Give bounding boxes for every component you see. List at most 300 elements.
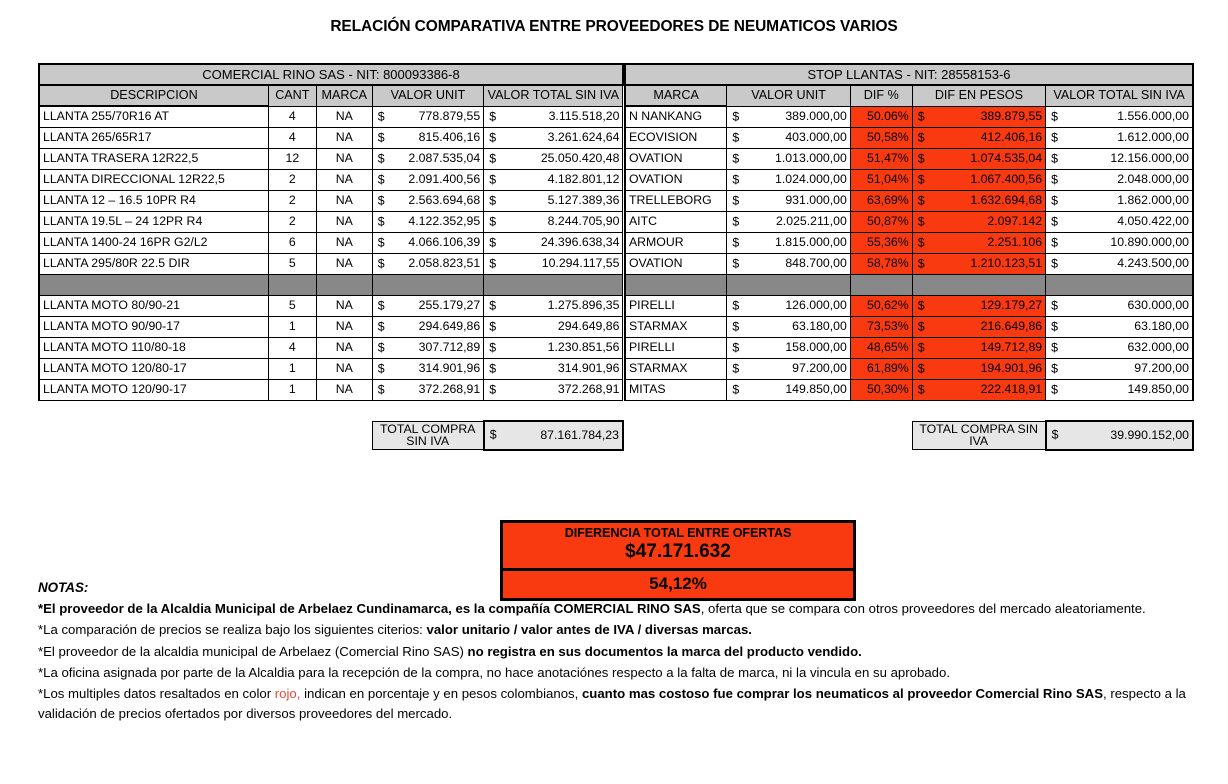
currency-symbol: $ (917, 256, 925, 271)
column-header-descripcion: DESCRIPCION (39, 85, 268, 106)
note-text: , oferta que se compara con otros proveedores del mercado aleatoriamente. (700, 601, 1146, 617)
cell-cant: 1 (268, 379, 316, 400)
table-row[interactable] (39, 127, 623, 148)
cell-valor-total-r (1046, 295, 1193, 316)
cell-valor-unit-r-value: 97.200,00 (792, 361, 847, 376)
cell-dif-pesos (912, 169, 1045, 190)
cell-marca-r: PIRELLI (625, 337, 727, 358)
cell-dif-pct: 63,69% (850, 190, 912, 211)
cell-marca: NA (316, 127, 372, 148)
cell-dif-pct: 50,62% (850, 295, 912, 316)
cell-dif-pesos (912, 127, 1045, 148)
cell-dif-pesos-value: 129.179,27 (980, 298, 1043, 313)
cell-marca: NA (316, 148, 372, 169)
currency-symbol: $ (732, 319, 740, 334)
cell-valor-unit-value: 255.179,27 (418, 298, 481, 313)
table-header-columns-row (39, 85, 623, 106)
cell-valor-unit-r (727, 211, 851, 232)
cell-marca-r: ARMOUR (625, 232, 727, 253)
currency-symbol: $ (1051, 361, 1058, 376)
cell-dif-pesos-value: 1.632.694,68 (970, 193, 1043, 208)
table-row[interactable] (39, 316, 623, 337)
cell-dif-pct: 50.06% (850, 106, 912, 127)
cell-marca: NA (316, 316, 372, 337)
cell-marca-r: STARMAX (625, 358, 727, 379)
table-row[interactable] (625, 148, 1193, 169)
company-header-left: COMERCIAL RINO SAS - NIT: 800093386-8 (39, 64, 623, 85)
cell-valor-total (484, 211, 623, 232)
note-text: *Los multiples datos resaltados en color (38, 685, 275, 701)
blank-cell (316, 421, 372, 450)
currency-symbol: $ (917, 109, 925, 124)
table-row[interactable] (625, 316, 1193, 337)
cell-valor-unit-value: 307.712,89 (418, 340, 481, 355)
cell-marca: NA (316, 337, 372, 358)
note-text: *El proveedor de la alcaldia municipal de Arbelaez (Comercial Rino SAS) (38, 643, 468, 659)
currency-symbol: $ (1051, 382, 1058, 397)
totals-row (39, 421, 623, 450)
cell-valor-unit-r-value: 1.013.000,00 (775, 151, 847, 166)
cell-dif-pesos-value: 412.406,16 (980, 130, 1043, 145)
cell-valor-total-r-value: 1.556.000,00 (1117, 109, 1189, 124)
currency-symbol: $ (732, 151, 740, 166)
table-row[interactable] (39, 169, 623, 190)
cell-dif-pesos (912, 337, 1045, 358)
table-row[interactable] (625, 190, 1193, 211)
table-row[interactable] (39, 232, 623, 253)
cell-valor-total-r (1046, 169, 1193, 190)
cell-valor-unit (372, 232, 484, 253)
cell-cant: 2 (268, 211, 316, 232)
currency-symbol: $ (377, 109, 385, 124)
cell-valor-unit-value: 815.406,16 (418, 130, 481, 145)
cell-dif-pesos (912, 379, 1045, 400)
blank-cell (268, 421, 316, 450)
table-row[interactable] (625, 211, 1193, 232)
section-separator-row (625, 274, 1193, 295)
currency-symbol: $ (917, 319, 925, 334)
cell-marca: NA (316, 211, 372, 232)
cell-valor-unit-r (727, 337, 851, 358)
cell-valor-total-r-value: 2.048.000,00 (1117, 172, 1189, 187)
supplier-table-comercial-rino (38, 63, 624, 451)
currency-symbol: $ (732, 298, 740, 313)
cell-dif-pesos (912, 316, 1045, 337)
cell-descripcion: LLANTA 19.5L – 24 12PR R4 (39, 211, 268, 232)
cell-valor-unit-r-value: 1.815.000,00 (775, 235, 847, 250)
note-item (38, 620, 1198, 640)
blank-cell (39, 421, 268, 450)
cell-valor-total (484, 190, 623, 211)
cell-descripcion: LLANTA MOTO 120/90-17 (39, 379, 268, 400)
currency-symbol: $ (489, 361, 497, 376)
cell-dif-pesos-value: 1.067.400,56 (970, 172, 1043, 187)
cell-cant: 2 (268, 169, 316, 190)
currency-symbol: $ (732, 172, 740, 187)
cell-valor-total-value: 24.396.638,34 (540, 235, 620, 250)
cell-valor-total-value: 25.050.420,48 (540, 151, 620, 166)
cell-valor-unit-r-value: 848.700,00 (785, 256, 847, 271)
cell-cant: 1 (268, 316, 316, 337)
table-row[interactable] (39, 337, 623, 358)
cell-marca-r: MITAS (625, 379, 727, 400)
note-text: indican en porcentaje y en pesos colombianos, (300, 685, 582, 701)
table-row[interactable] (39, 253, 623, 274)
currency-symbol: $ (917, 235, 925, 250)
cell-valor-unit-r (727, 253, 851, 274)
currency-symbol: $ (489, 256, 497, 271)
cell-valor-unit-r (727, 148, 851, 169)
cell-descripcion: LLANTA 265/65R17 (39, 127, 268, 148)
table-body-left (39, 106, 623, 450)
currency-symbol: $ (377, 361, 385, 376)
column-header-valor-unit-r: VALOR UNIT (727, 85, 851, 106)
table-row[interactable] (39, 190, 623, 211)
currency-symbol: $ (1051, 256, 1058, 271)
cell-descripcion: LLANTA 295/80R 22.5 DIR (39, 253, 268, 274)
cell-valor-total-value: 314.901,96 (557, 361, 620, 376)
cell-valor-total-r (1046, 127, 1193, 148)
note-text-bold: COMERCIAL RINO SAS (553, 601, 701, 617)
separator-cell (39, 274, 268, 295)
cell-dif-pct: 51,47% (850, 148, 912, 169)
cell-marca-r: ECOVISION (625, 127, 727, 148)
cell-valor-unit-r-value: 403.000,00 (785, 130, 847, 145)
cell-valor-unit-r (727, 106, 851, 127)
cell-valor-unit-r (727, 295, 851, 316)
cell-marca: NA (316, 232, 372, 253)
cell-valor-unit-r (727, 379, 851, 400)
table-header-columns-row (625, 85, 1193, 106)
cell-marca-r: OVATION (625, 169, 727, 190)
separator-cell (912, 274, 1045, 295)
cell-valor-unit (372, 127, 484, 148)
cell-valor-total-value: 294.649,86 (557, 319, 620, 334)
separator-cell (850, 274, 912, 295)
cell-dif-pesos (912, 253, 1045, 274)
cell-valor-total (484, 358, 623, 379)
cell-dif-pesos-value: 149.712,89 (980, 340, 1043, 355)
cell-dif-pesos (912, 358, 1045, 379)
currency-symbol: $ (1051, 298, 1058, 313)
currency-symbol: $ (377, 172, 385, 187)
cell-valor-total-r (1046, 316, 1193, 337)
cell-valor-unit-r-value: 149.850,00 (785, 382, 847, 397)
column-header-valor-total-sin-iva-r: VALOR TOTAL SIN IVA (1046, 85, 1193, 106)
currency-symbol: $ (917, 361, 925, 376)
difference-amount-section (503, 523, 853, 571)
cell-valor-total-r (1046, 148, 1193, 169)
cell-valor-total-value: 3.261.624,64 (547, 130, 620, 145)
currency-symbol: $ (732, 382, 740, 397)
separator-cell (316, 274, 372, 295)
note-text-bold: valor unitario / valor antes de IVA / diversas marcas. (426, 622, 752, 638)
cell-marca-r: PIRELLI (625, 295, 727, 316)
cell-marca-r: OVATION (625, 253, 727, 274)
currency-symbol: $ (377, 130, 385, 145)
cell-marca: NA (316, 253, 372, 274)
blank-cell (625, 421, 727, 450)
cell-valor-total-value: 372.268,91 (557, 382, 620, 397)
currency-symbol: $ (377, 151, 385, 166)
separator-cell (484, 274, 623, 295)
cell-descripcion: LLANTA 1400-24 16PR G2/L2 (39, 232, 268, 253)
cell-valor-total (484, 232, 623, 253)
cell-valor-total-value: 1.275.896,35 (547, 298, 620, 313)
currency-symbol: $ (732, 109, 740, 124)
cell-marca-r: STARMAX (625, 316, 727, 337)
cell-dif-pct: 48,65% (850, 337, 912, 358)
total-value-right-value: 39.990.152,00 (1110, 427, 1189, 442)
table-row[interactable] (625, 232, 1193, 253)
difference-percent: 54,12% (649, 574, 707, 593)
cell-valor-unit-r (727, 316, 851, 337)
table-row[interactable] (625, 169, 1193, 190)
currency-symbol: $ (732, 130, 740, 145)
currency-symbol: $ (1051, 193, 1058, 208)
column-header-cant: CANT (268, 85, 316, 106)
cell-descripcion: LLANTA TRASERA 12R22,5 (39, 148, 268, 169)
table-row[interactable] (39, 148, 623, 169)
cell-dif-pct: 51,04% (850, 169, 912, 190)
currency-symbol: $ (489, 298, 497, 313)
cell-valor-unit-value: 2.087.535,04 (408, 151, 481, 166)
cell-dif-pesos (912, 148, 1045, 169)
cell-cant: 6 (268, 232, 316, 253)
cell-cant: 12 (268, 148, 316, 169)
cell-valor-total (484, 127, 623, 148)
currency-symbol: $ (489, 382, 497, 397)
table-row[interactable] (625, 358, 1193, 379)
cell-valor-total-r (1046, 211, 1193, 232)
cell-descripcion: LLANTA MOTO 120/80-17 (39, 358, 268, 379)
cell-valor-total-r-value: 1.862.000,00 (1117, 193, 1189, 208)
total-value-left-value: 87.161.784,23 (540, 427, 619, 442)
note-text: *La oficina asignada por parte de la Alcaldia para la recepción de la compra, no hace anotaciónes respecto a la falta de marca, ni la vincula en su aprobado. (38, 664, 950, 680)
total-label-right: TOTAL COMPRA SIN IVA (912, 421, 1045, 450)
currency-symbol: $ (1051, 427, 1059, 442)
currency-symbol: $ (489, 427, 497, 442)
cell-valor-total-r-value: 632.000,00 (1127, 340, 1189, 355)
currency-symbol: $ (917, 151, 925, 166)
cell-valor-unit-value: 2.563.694,68 (408, 193, 481, 208)
total-value-left (484, 421, 623, 450)
currency-symbol: $ (489, 214, 497, 229)
spacer (39, 400, 623, 421)
cell-valor-total-value: 8.244.705,90 (547, 214, 620, 229)
table-row[interactable] (625, 106, 1193, 127)
cell-descripcion: LLANTA MOTO 80/90-21 (39, 295, 268, 316)
separator-cell (268, 274, 316, 295)
cell-valor-unit-r-value: 1.024.000,00 (775, 172, 847, 187)
column-header-valor-total-sin-iva: VALOR TOTAL SIN IVA (484, 85, 623, 106)
cell-dif-pesos (912, 211, 1045, 232)
cell-valor-unit (372, 169, 484, 190)
table-row[interactable] (625, 295, 1193, 316)
cell-valor-total-value: 10.294.117,55 (541, 256, 620, 271)
column-header-valor-unit: VALOR UNIT (372, 85, 484, 106)
cell-cant: 1 (268, 358, 316, 379)
separator-cell (727, 274, 851, 295)
cell-valor-unit-value: 778.879,55 (418, 109, 481, 124)
cell-valor-unit-r (727, 232, 851, 253)
currency-symbol: $ (917, 130, 925, 145)
cell-valor-unit (372, 316, 484, 337)
spacer (625, 400, 1193, 421)
cell-valor-unit-r (727, 190, 851, 211)
cell-cant: 5 (268, 253, 316, 274)
note-item (38, 663, 1198, 683)
currency-symbol: $ (732, 361, 740, 376)
cell-valor-unit-value: 4.122.352,95 (408, 214, 481, 229)
currency-symbol: $ (377, 340, 385, 355)
table-row[interactable] (625, 253, 1193, 274)
cell-valor-unit-r (727, 169, 851, 190)
currency-symbol: $ (1051, 151, 1058, 166)
currency-symbol: $ (377, 382, 385, 397)
cell-valor-total (484, 316, 623, 337)
cell-dif-pct: 61,89% (850, 358, 912, 379)
cell-descripcion: LLANTA MOTO 90/90-17 (39, 316, 268, 337)
cell-valor-unit-value: 4.066.106,39 (408, 235, 481, 250)
currency-symbol: $ (1051, 109, 1058, 124)
cell-valor-unit-r-value: 2.025.211,00 (775, 214, 847, 229)
cell-valor-total-r-value: 10.890.000,00 (1110, 235, 1189, 250)
cell-valor-total-r-value: 97.200,00 (1134, 361, 1189, 376)
currency-symbol: $ (917, 214, 925, 229)
cell-marca: NA (316, 190, 372, 211)
cell-valor-unit-value: 2.058.823,51 (408, 256, 481, 271)
currency-symbol: $ (489, 151, 497, 166)
cell-marca: NA (316, 358, 372, 379)
cell-dif-pesos (912, 232, 1045, 253)
currency-symbol: $ (377, 214, 385, 229)
cell-descripcion: LLANTA DIRECCIONAL 12R22,5 (39, 169, 268, 190)
currency-symbol: $ (917, 193, 925, 208)
cell-valor-total (484, 295, 623, 316)
cell-marca-r: OVATION (625, 148, 727, 169)
note-text-bold: *El proveedor de la Alcaldia Municipal de Arbelaez Cundinamarca, es la compañía (38, 601, 554, 617)
currency-symbol: $ (732, 193, 740, 208)
blank-cell (850, 421, 912, 450)
cell-valor-unit (372, 379, 484, 400)
supplier-table-stop-llantas (624, 63, 1194, 451)
difference-label: DIFERENCIA TOTAL ENTRE OFERTAS (564, 526, 792, 540)
note-text-bold: cuanto mas costoso fue comprar los neumaticos al proveedor Comercial Rino SAS (581, 685, 1103, 701)
cell-marca-r: TRELLEBORG (625, 190, 727, 211)
currency-symbol: $ (489, 193, 497, 208)
cell-valor-total-r (1046, 358, 1193, 379)
cell-dif-pct: 50,58% (850, 127, 912, 148)
cell-valor-total (484, 253, 623, 274)
cell-valor-total-r-value: 4.050.422,00 (1117, 214, 1189, 229)
currency-symbol: $ (732, 235, 740, 250)
cell-valor-total (484, 148, 623, 169)
cell-valor-unit-value: 294.649,86 (418, 319, 481, 334)
table-row[interactable] (39, 106, 623, 127)
totals-spacer-row (625, 400, 1193, 421)
currency-symbol: $ (489, 109, 497, 124)
currency-symbol: $ (917, 382, 925, 397)
cell-dif-pct: 55,36% (850, 232, 912, 253)
table-row[interactable] (39, 379, 623, 400)
currency-symbol: $ (377, 235, 385, 250)
company-header-right: STOP LLANTAS - NIT: 28558153-6 (625, 64, 1193, 85)
note-text: *La comparación de precios se realiza bajo los siguientes citerios: (38, 622, 427, 638)
cell-valor-unit (372, 337, 484, 358)
note-item (38, 599, 1198, 619)
cell-dif-pesos-value: 1.074.535,04 (970, 151, 1043, 166)
table-header-company-row (625, 64, 1193, 85)
currency-symbol: $ (489, 172, 497, 187)
cell-marca: NA (316, 295, 372, 316)
currency-symbol: $ (917, 298, 925, 313)
cell-valor-total (484, 106, 623, 127)
cell-valor-total-r-value: 63.180,00 (1134, 319, 1189, 334)
table-row[interactable] (625, 127, 1193, 148)
currency-symbol: $ (1051, 235, 1058, 250)
currency-symbol: $ (1051, 340, 1058, 355)
cell-valor-unit (372, 358, 484, 379)
cell-dif-pesos-value: 222.418,91 (980, 382, 1043, 397)
currency-symbol: $ (377, 298, 385, 313)
total-label-left: TOTAL COMPRA SIN IVA (372, 421, 484, 450)
currency-symbol: $ (377, 319, 385, 334)
cell-valor-unit (372, 295, 484, 316)
cell-descripcion: LLANTA MOTO 110/80-18 (39, 337, 268, 358)
cell-dif-pesos-value: 216.649,86 (980, 319, 1043, 334)
cell-valor-unit-r-value: 931.000,00 (785, 193, 847, 208)
cell-dif-pesos (912, 190, 1045, 211)
note-text: , respecto a la validación de precios ofertados por diversos proveedores del mercado. (38, 685, 1186, 721)
table-row[interactable] (625, 379, 1193, 400)
currency-symbol: $ (732, 340, 740, 355)
cell-valor-unit-value: 2.091.400,56 (408, 172, 481, 187)
separator-cell (372, 274, 484, 295)
cell-valor-total-r-value: 12.156.000,00 (1110, 151, 1189, 166)
cell-marca-r: N NANKANG (625, 106, 727, 127)
cell-dif-pesos (912, 106, 1045, 127)
cell-marca: NA (316, 379, 372, 400)
currency-symbol: $ (917, 172, 925, 187)
currency-symbol: $ (489, 235, 497, 250)
table-row[interactable] (39, 295, 623, 316)
blank-cell (727, 421, 851, 450)
table-row[interactable] (625, 337, 1193, 358)
column-header-dif-en-pesos: DIF EN PESOS (912, 85, 1045, 106)
table-body-right (625, 106, 1193, 450)
separator-cell (625, 274, 727, 295)
currency-symbol: $ (732, 256, 740, 271)
currency-symbol: $ (377, 256, 385, 271)
table-row[interactable] (39, 358, 623, 379)
cell-valor-total-r-value: 149.850,00 (1127, 382, 1189, 397)
cell-valor-unit-value: 372.268,91 (418, 382, 481, 397)
cell-valor-total-value: 1.230.851,56 (547, 340, 620, 355)
cell-valor-unit-value: 314.901,96 (418, 361, 481, 376)
totals-row (625, 421, 1193, 450)
cell-valor-total-r (1046, 106, 1193, 127)
cell-valor-total-r (1046, 232, 1193, 253)
cell-cant: 2 (268, 190, 316, 211)
currency-symbol: $ (377, 193, 385, 208)
cell-cant: 5 (268, 295, 316, 316)
currency-symbol: $ (1051, 130, 1058, 145)
cell-dif-pesos (912, 295, 1045, 316)
cell-valor-unit-r-value: 63.180,00 (792, 319, 847, 334)
table-row[interactable] (39, 211, 623, 232)
column-header-marca-r: MARCA (625, 85, 727, 106)
